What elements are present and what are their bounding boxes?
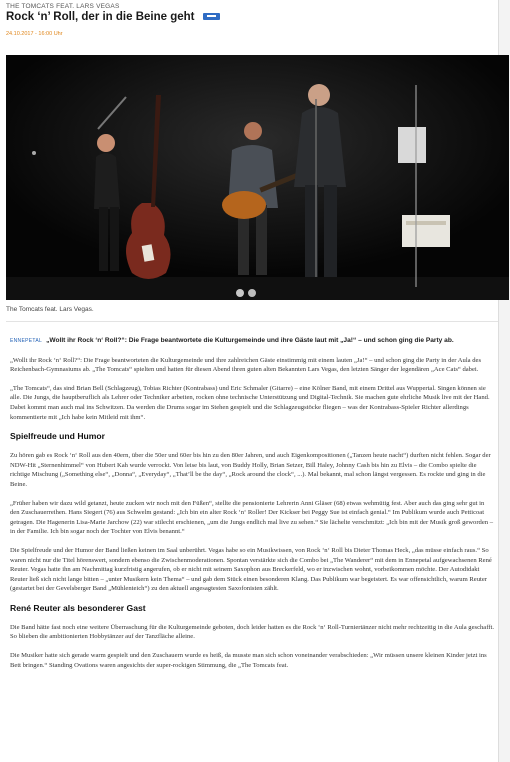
- lead-text: „Wollt ihr Rock ‘n‘ Roll?“: Die Frage beantwortete die Kulturgemeinde und ihre Gäste laut mit „Ja!“ – und schon ging die Party ab.: [46, 337, 454, 344]
- paragraph: Die Spielfreude und der Humor der Band ließen keinen im Saal unberührt. Vegas habe so ein Musikwissen, von Rock ‘n‘ Roll bis Dieter Thomas Heck, „das müsse einfach raus.“ So waren nicht nur die Titel hörenswert, sondern ebenso die Zwischenmoderationen. Spontan verstärkte sich die Combo bei „The Wanderer“ mit dem in Ennepetal aufgewachsenen René Reuter. Vegas hatte ihn am Nachmittag kurzfristig angerufen, ob er nicht mit seinem Saxophon aus Breckerfeld, wo er inzwischen wohnt, vorbeikommen möchte. Der Autodidakt Reuter ließ sich nicht lange bitten – „unter Musikern kein Thema“ – und gab dem Stück einen besonderen Klang. Das Publikum war begeistert. Es war offensichtlich, warum Reuter (gestartet bei der Gevelsberger Band „Mühlenteich“) zu den aktuell angesagtesten Saxofonisten zählt.: [10, 546, 492, 593]
- paragraph: Die Musiker hatte sich gerade warm gespielt und den Zuschauern wurde es heiß, da musste man sich schon voneinander verabschieden: „Wir müssen unsere kleinen Kinder jetzt ins Bett bringen.“ Standing Ovations waren angesichts der super-rockigen Stimmung, die „The Tomcats feat.: [10, 652, 487, 669]
- photo-caption: The Tomcats feat. Lars Vegas.: [6, 306, 94, 313]
- section-heading: René Reuter als besonderer Gast: [10, 602, 146, 613]
- flag-icon: [203, 13, 220, 20]
- paragraph: Die Band hätte fast noch eine weitere Überraschung für die Kulturgemeinde geboten, doch leider hatten es die Rock ‘n‘ Roll-Turniertänzer nicht mehr rechtzeitig in die Aula geschafft. So blieben die ambitionierten Hobbytänzer auf der Tanzfläche alleine.: [10, 623, 494, 641]
- concert-photo: [6, 55, 509, 300]
- paragraph: „Früher haben wir dazu wild getanzt, heute zucken wir noch mit den Füßen“, stellte die pensionierte Lehrerin Anni Gläser (68) etwas wehmütig fest. Aber auch das ging sehr gut in den Zuschauerreihen. Hans Siegert (76) aus Schwelm gestand: „Ich bin ein alter Rock ‘n‘ Roller! Der Kickser bei Peggy Sue ist einfach genial.“ Im Publikum wurde auch Petticoat getragen. Die Hagenerin Lisa-Marie Jarchow (22) war stilecht erschienen, „um die Jungs endlich mal live zu sehen.“ Sie lächelte verschmitzt: „Ich bin mit der Musik groß geworden – in der Familie. Ich bin sogar noch der Tochter von Elvis benannt.“: [10, 499, 494, 536]
- concert-photo-illustration: [6, 55, 509, 300]
- article-title: Rock ‘n’ Roll, der in die Beine geht: [6, 11, 195, 23]
- section-heading: Spielfreude und Humor: [10, 431, 106, 442]
- article-date: 24.10.2017 - 16:00 Uhr: [6, 31, 63, 37]
- location-tag: ENNEPETAL: [10, 338, 43, 344]
- paragraph: „The Tomcats“, das sind Brian Bell (Schlagzeug), Tobias Richter (Kontrabass) und Eric Schmaler (Gitarre) – eine Kölner Band, mit einem Drittel aus Wuppertal. Singen können sie alle. Die Jungs, die hauptberuflich als Lehrer oder Techniker arbeiten, rocken ohne technische Unterstützung und Digital-Technik. Sie machen gute ehrliche Musik live mit der Hand. Dabei kommt man auch mal ins Schwitzen. Da werden die Drums sogar im Stehen gespielt und die Schlagzeugstöcke fliegen – was der Kontrabass-Spieler Richter allerdings kommentierte mit „Ich habe kein Mitleid mit ihm“.: [10, 384, 490, 421]
- divider: [6, 321, 498, 322]
- article-body: [10, 336, 495, 679]
- article-overline: THE TOMCATS FEAT. LARS VEGAS: [6, 3, 120, 10]
- paragraph: „Wollt ihr Rock ‘n‘ Roll?“: Die Frage beantworteten die Kulturgemeinde und ihre zahlreichen Gäste einstimmig mit einem lauten „Ja!“ – und schon ging die Party in der Aula des Reichenbach-Gymnasiums ab. „The Tomcats“ spielten und hatten für diesen Abend ihren guten alten Bekannten Lars Vegas, den letzten Sänger der legendären „Ace Cats“ dabei.: [10, 356, 482, 374]
- article-lead: [10, 336, 495, 347]
- paragraph: Zu hören gab es Rock ‘n‘ Roll aus den 40ern, über die 50er und 60er bis hin zu den 80er Jahren, und auch Eigenkompositionen („Tanzen heute nacht“) durften nicht fehlen. Sogar der NDW-Hit „Sternenhimmel“ von Hubert Kah wurde verrockt. Von leise bis laut, von Buddy Holly, Brian Setzer, Bill Haley, Johnny Cash bis hin zu Elvis – die Combo spielte die richtige Mischung („Something else“, „Donna“, „Everyday“, „That’ll be the day“, „Rock around the clock“, ...). Mal bekannt, mal schon längst vergessen. Es rockte und ging in die Beine.: [10, 452, 491, 488]
